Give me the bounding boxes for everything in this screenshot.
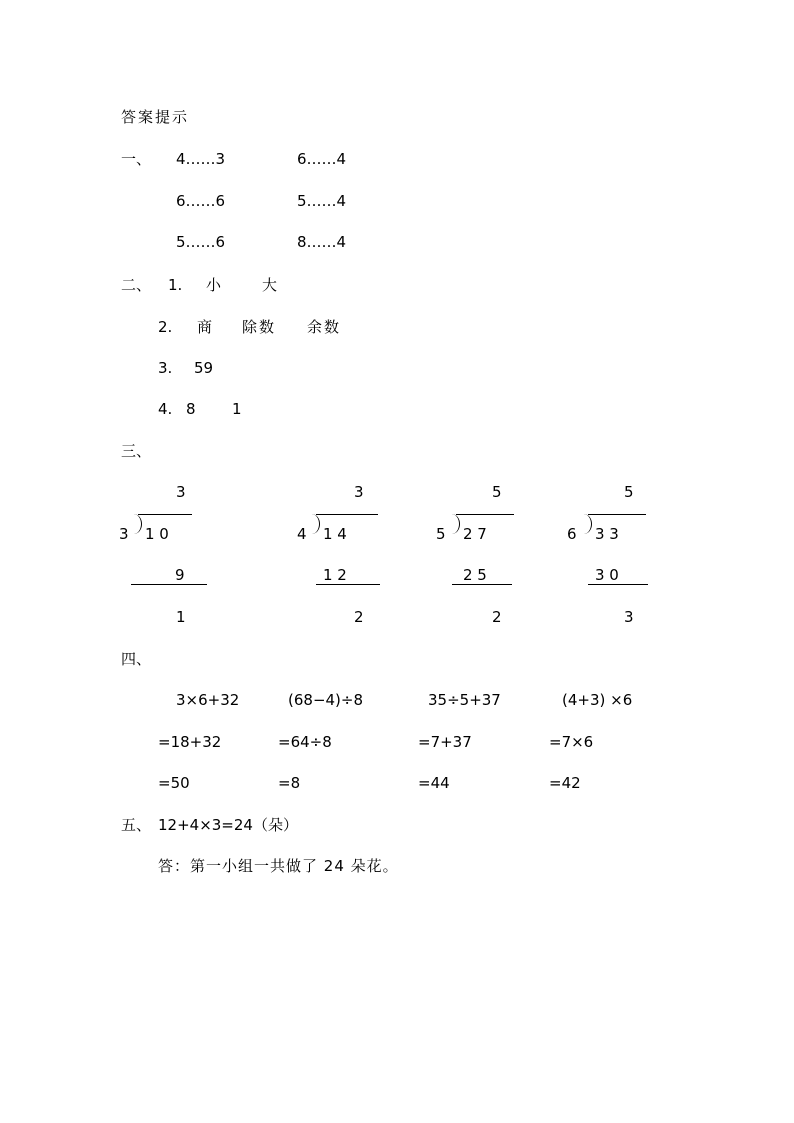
page-title: 答案提示 — [121, 108, 190, 126]
divisor: 4 — [297, 525, 307, 543]
q1-answer-b: 大 — [262, 276, 278, 294]
division-bracket — [449, 514, 460, 534]
product: 9 — [175, 566, 185, 584]
calc-4-step-1: =7×6 — [549, 733, 594, 751]
section-1-answer-5: 5……6 — [176, 233, 226, 251]
quotient: 5 — [492, 483, 502, 501]
calc-4-expression: (4+3) ×6 — [562, 691, 633, 709]
q1-number: 1. — [168, 276, 183, 294]
section-3-label: 三、 — [121, 442, 152, 460]
section-1-answer-6: 8……4 — [297, 233, 347, 251]
calc-3-step-1: =7+37 — [418, 733, 472, 751]
remainder: 1 — [176, 608, 186, 626]
divisor: 6 — [567, 525, 577, 543]
section-4-label: 四、 — [121, 650, 152, 668]
subtraction-line — [452, 584, 512, 585]
divisor: 5 — [436, 525, 446, 543]
remainder: 2 — [354, 608, 364, 626]
calc-2-step-2: =8 — [278, 774, 301, 792]
section-1-answer-1: 4……3 — [176, 150, 226, 168]
quotient: 3 — [354, 483, 364, 501]
divisor: 3 — [119, 525, 129, 543]
division-bar — [138, 514, 192, 515]
remainder: 3 — [624, 608, 634, 626]
product: 2 5 — [463, 566, 487, 584]
division-bar — [456, 514, 514, 515]
calc-3-step-2: =44 — [418, 774, 450, 792]
subtraction-line — [131, 584, 207, 585]
product: 1 2 — [323, 566, 347, 584]
calc-1-step-1: =18+32 — [158, 733, 222, 751]
calc-1-expression: 3×6+32 — [176, 691, 240, 709]
calc-2-expression: (68−4)÷8 — [288, 691, 364, 709]
calc-1-step-2: =50 — [158, 774, 190, 792]
calc-3-expression: 35÷5+37 — [428, 691, 501, 709]
dividend: 2 7 — [463, 525, 487, 543]
q2-number: 2. — [158, 318, 173, 336]
q4-answer-a: 8 — [186, 400, 196, 418]
q2-answer-c: 余数 — [307, 318, 342, 336]
section-1-label: 一、 — [121, 150, 152, 168]
division-bracket — [581, 514, 592, 534]
section-5-answer: 答：第一小组一共做了 24 朵花。 — [158, 857, 399, 875]
calc-2-step-1: =64÷8 — [278, 733, 332, 751]
section-5-equation: 12+4×3=24（朵） — [158, 816, 298, 834]
section-1-answer-2: 6……4 — [297, 150, 347, 168]
quotient: 3 — [176, 483, 186, 501]
division-bracket — [131, 514, 142, 534]
section-1-answer-4: 5……4 — [297, 192, 347, 210]
section-2-label: 二、 — [121, 276, 152, 294]
q1-answer-a: 小 — [206, 276, 222, 294]
subtraction-line — [316, 584, 380, 585]
division-bracket — [309, 514, 320, 534]
q4-number: 4. — [158, 400, 173, 418]
q2-answer-b: 除数 — [242, 318, 277, 336]
quotient: 5 — [624, 483, 634, 501]
division-bar — [588, 514, 646, 515]
q4-answer-b: 1 — [232, 400, 242, 418]
q2-answer-a: 商 — [197, 318, 213, 336]
remainder: 2 — [492, 608, 502, 626]
q3-number: 3. — [158, 359, 173, 377]
dividend: 1 4 — [323, 525, 347, 543]
q3-answer: 59 — [194, 359, 214, 377]
division-bar — [316, 514, 378, 515]
product: 3 0 — [595, 566, 619, 584]
dividend: 1 0 — [145, 525, 169, 543]
dividend: 3 3 — [595, 525, 619, 543]
subtraction-line — [588, 584, 648, 585]
calc-4-step-2: =42 — [549, 774, 581, 792]
section-5-label: 五、 — [121, 816, 152, 834]
section-1-answer-3: 6……6 — [176, 192, 226, 210]
